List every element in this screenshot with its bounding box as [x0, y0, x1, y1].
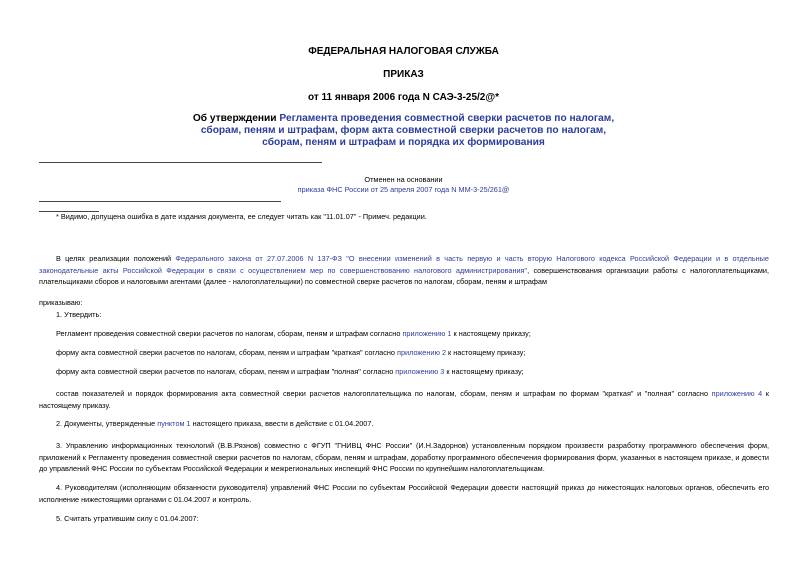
footnote: * Видимо, допущена ошибка в дате издания документа, ее следует читать как "11.01.07" - Примеч. редакции. [56, 212, 427, 221]
agency-name: ФЕДЕРАЛЬНАЯ НАЛОГОВАЯ СЛУЖБА [308, 46, 499, 57]
doc-title [180, 113, 627, 149]
preamble-start: В целях реализации положений [56, 254, 176, 263]
item4: 4. Руководителям (исполняющим обязанности руководителя) управлений ФНС России по субъектам Российской Федерации довести настоящий приказ до нижестоящих налоговых органов, обеспечить его исполнение нижестоящими органами с 01.04.2007 и контроль. [39, 483, 769, 504]
item2-text: 2. Документы, утвержденные [56, 419, 158, 428]
item1-d-end: к настоящему приказу. [39, 389, 769, 410]
item1-d-text: состав показателей и порядок формирования акта совместной сверки расчетов налогоплательщика по налогам, сборам, пеням и штрафам по формам "краткая" и "полная" согласно [56, 389, 712, 398]
divider [39, 162, 322, 163]
item1-head: 1. Утвердить: [56, 310, 102, 319]
appendix-1-link[interactable]: приложению 1 [402, 329, 452, 338]
doc-type: ПРИКАЗ [383, 69, 424, 80]
item1-d [39, 388, 769, 411]
item1-b-end: к настоящему приказу; [446, 348, 526, 357]
item2-end: настоящего приказа, ввести в действие с 01.04.2007. [190, 419, 374, 428]
appendix-3-link[interactable]: приложению 3 [395, 367, 445, 376]
appendix-4-link[interactable]: приложению 4 [711, 389, 763, 398]
title-link[interactable]: Регламента проведения совместной сверки расчетов по налогам, сборам, пеням и штрафам, форм акта совместной сверки расчетов по налогам, сборам, пеням и штрафам и порядка их формирования [200, 113, 615, 148]
appendix-2-link[interactable]: приложению 2 [397, 348, 447, 357]
federal-law-link[interactable]: Федерального закона от 27.07.2006 N 137-ФЗ "О внесении изменений в часть первую и часть вторую Налогового кодекса Российской Федерации и в отдельные законодательные акты Российской Федерации в связи с осуществлением мер по совершенствованию налогового администрирования" [39, 254, 769, 275]
cancel-label: Отменен на основании [364, 175, 443, 184]
title-prefix: Об утверждении [192, 113, 280, 124]
item1-a [39, 328, 769, 340]
divider [39, 201, 281, 202]
preamble-end: , совершенствования организации работы с налогоплательщиками, плательщиками сборов и налоговыми агентами (далее - налогоплательщики) по совместной сверке расчетов по налогам, сборам, пеням и штрафам [39, 265, 769, 286]
item1-a-text: Регламент проведения совместной сверки расчетов по налогам, сборам, пеням и штрафам согласно [56, 329, 403, 338]
item1-ref-link[interactable]: пунктом 1 [157, 419, 191, 428]
item1-b [39, 347, 769, 359]
item1-b-text: форму акта совместной сверки расчетов по налогам, сборам, пеням и штрафам "краткая" согласно [56, 348, 398, 357]
item2 [39, 418, 769, 430]
item1-c-end: к настоящему приказу; [444, 367, 524, 376]
item1-a-end: к настоящему приказу; [451, 329, 531, 338]
item1-c [39, 366, 769, 378]
order-word: приказываю: [39, 298, 83, 307]
preamble [39, 253, 769, 288]
item3: 3. Управлению информационных технологий (В.В.Рязнов) совместно с ФГУП "ГНИВЦ ФНС России" (И.Н.Задорнов) установленным порядком произвести разработку программного обеспечения форм, приложений к Регламенту проведения совместной сверки расчетов по налогам, сборам, пеням и штрафам, доработку программного обеспечения формирования форм, указанных в настоящем приказе, и довести до управлений ФНС России по субъектам Российской Федерации и межрегиональных инспекций ФНС России по крупнейшим налогоплательщикам. [39, 441, 769, 473]
item5: 5. Считать утратившим силу с 01.04.2007: [56, 514, 199, 523]
doc-date-number: от 11 января 2006 года N САЭ-3-25/2@* [307, 92, 500, 103]
cancel-link[interactable]: приказа ФНС России от 25 апреля 2007 года N ММ-3-25/261@ [297, 185, 510, 194]
item1-c-text: форму акта совместной сверки расчетов по налогам, сборам, пеням и штрафам "полная" согласно [56, 367, 396, 376]
